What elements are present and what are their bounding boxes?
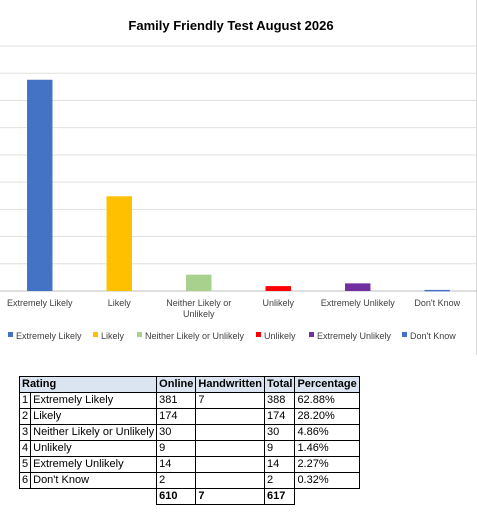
row-online: 174: [157, 409, 196, 425]
row-index: 5: [20, 457, 31, 473]
row-handwritten: 7: [196, 393, 265, 409]
row-percentage: 62.88%: [295, 393, 359, 409]
row-total: 388: [264, 393, 294, 409]
row-rating: Extremely Likely: [31, 393, 157, 409]
legend-swatch: [137, 332, 142, 337]
table-row: [20, 393, 360, 409]
legend-swatch: [402, 332, 407, 337]
category-label: Unlikely: [262, 298, 295, 308]
header-percentage: Percentage: [295, 377, 359, 393]
row-rating: Unlikely: [31, 441, 157, 457]
totals-spacer: [20, 489, 157, 505]
legend-swatch: [256, 332, 261, 337]
row-handwritten: [196, 473, 265, 489]
table-row: [20, 457, 360, 473]
chart-title: Family Friendly Test August 2026: [128, 18, 334, 33]
legend-label: Extremely Unlikely: [317, 331, 392, 341]
row-percentage: 0.32%: [295, 473, 359, 489]
table-row: [20, 473, 360, 489]
bar: [345, 283, 370, 291]
results-table: [19, 376, 360, 505]
row-total: 2: [264, 473, 294, 489]
row-index: 1: [20, 393, 31, 409]
bars: [27, 80, 450, 292]
total-total: 617: [264, 489, 294, 505]
row-rating: Don't Know: [31, 473, 157, 489]
row-rating: Extremely Unlikely: [31, 457, 157, 473]
total-handwritten: 7: [196, 489, 265, 505]
row-online: 381: [157, 393, 196, 409]
bar: [425, 290, 450, 292]
row-index: 6: [20, 473, 31, 489]
category-labels: [7, 298, 461, 319]
legend-label: Unlikely: [264, 331, 296, 341]
legend-swatch: [309, 332, 314, 337]
bar: [27, 80, 52, 291]
bar: [107, 196, 132, 291]
row-handwritten: [196, 409, 265, 425]
row-index: 2: [20, 409, 31, 425]
row-percentage: 4.86%: [295, 425, 359, 441]
category-label: Likely: [107, 298, 131, 308]
table-header-row: [20, 377, 360, 393]
header-rating: Rating: [20, 377, 157, 393]
legend-label: Don't Know: [410, 331, 456, 341]
row-handwritten: [196, 457, 265, 473]
row-total: 9: [264, 441, 294, 457]
row-index: 3: [20, 425, 31, 441]
row-rating: Neither Likely or Unlikely: [31, 425, 157, 441]
legend: [8, 331, 456, 341]
row-online: 2: [157, 473, 196, 489]
bar: [266, 286, 291, 291]
row-percentage: 2.27%: [295, 457, 359, 473]
legend-swatch: [93, 332, 98, 337]
totals-spacer-end: [295, 489, 359, 505]
category-label: Neither Likely or Unlikely: [166, 298, 232, 319]
row-handwritten: [196, 425, 265, 441]
row-percentage: 1.46%: [295, 441, 359, 457]
total-online: 610: [157, 489, 196, 505]
category-label: Extremely Likely: [6, 298, 73, 308]
row-index: 4: [20, 441, 31, 457]
table-row: [20, 409, 360, 425]
row-handwritten: [196, 441, 265, 457]
row-rating: Likely: [31, 409, 157, 425]
table-row: [20, 425, 360, 441]
legend-label: Extremely Likely: [16, 331, 82, 341]
header-online: Online: [157, 377, 196, 393]
row-total: 30: [264, 425, 294, 441]
row-online: 9: [157, 441, 196, 457]
legend-label: Neither Likely or Unlikely: [145, 331, 245, 341]
row-total: 14: [264, 457, 294, 473]
gridlines: [0, 46, 477, 291]
table-totals-row: [20, 489, 360, 505]
legend-label: Likely: [101, 331, 125, 341]
header-handwritten: Handwritten: [196, 377, 265, 393]
row-total: 174: [264, 409, 294, 425]
bar: [186, 275, 211, 291]
legend-swatch: [8, 332, 13, 337]
row-online: 14: [157, 457, 196, 473]
category-label: Don't Know: [414, 298, 461, 308]
row-percentage: 28.20%: [295, 409, 359, 425]
category-label: Extremely Unlikely: [320, 298, 395, 308]
row-online: 30: [157, 425, 196, 441]
table-row: [20, 441, 360, 457]
header-total: Total: [264, 377, 294, 393]
